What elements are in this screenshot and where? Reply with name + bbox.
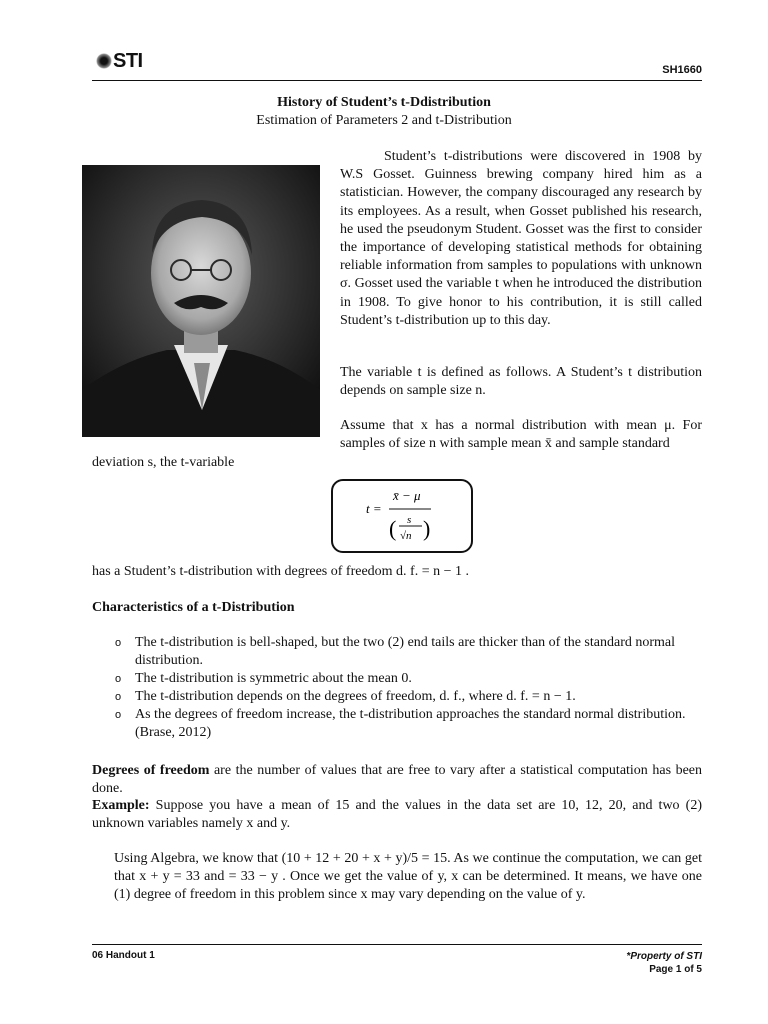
footer-handout: 06 Handout 1 [92,950,155,961]
t-formula-box [331,479,473,553]
inner-numerator: s [407,514,412,526]
dof-term: Degrees of freedom [92,763,210,778]
left-paren: ( [389,516,397,541]
list-item: o As the degrees of freedom increase, the t-distribution approaches the standard normal distribution. (Brase, 2012) [118,706,704,742]
assumption-paragraph: Assume that x has a normal distribution with mean μ. For samples of size n with sample mean x̄ and sample standard [340,418,702,452]
history-paragraph: Student’s t-distributions were discovered in 1908 by W.S Gosset. Guinness brewing company hired him as a statistician. However, the company discouraged any research by its employees. As a result, when Gosset published his research, he used the pseudonym Student. Gosset was the first to consider the importance of developing statistical methods for obtaining reliable information from samples to populations with unknown σ. Gosset used the variable t when he introduced the distribution in 1908. To give honor to his contribution, it is still called Student’s t-distribution up to this day. [340,149,702,328]
assumption-continuation: deviation s, the t-variable [92,455,235,470]
algebra-paragraph: Using Algebra, we know that (10 + 12 + 20 + x + y)/5 = 15. As we continue the computation, we can get that x + y = 33 and = 33 − y . Once we get the value of y, x can be determined. It means, we have one (1) degree of freedom in this problem since x may vary depending on the value of y. [114,851,702,903]
list-item: o The t-distribution is bell-shaped, but the two (2) end tails are thicker than of the standard normal distribution. [118,634,704,670]
example-paragraph [92,797,702,833]
example-text: Suppose you have a mean of 15 and the values in the data set are 10, 12, 20, and two (2) unknown variables namely x and y. [92,798,702,832]
header-rule [92,80,702,81]
footer-rule [92,944,702,945]
example-label: Example: [92,798,150,813]
t-formula [333,481,471,551]
characteristics-heading: Characteristics of a t-Distribution [92,600,295,615]
dof-text: are the number of values that are free to vary after a statistical computation has been done. [92,763,702,797]
dof-definition [92,762,702,798]
characteristics-list [118,634,704,742]
page-title: History of Student’s t-Ddistribution [277,95,491,110]
portrait-image [82,165,320,437]
inner-denominator: √n [400,530,412,542]
sti-logo: STI [96,50,143,73]
formula-numerator: x̄ − μ [393,488,421,503]
list-item: o The t-distribution depends on the degrees of freedom, d. f., where d. f. = n − 1. [118,688,704,706]
logo-burst-icon [96,53,112,69]
right-paren: ) [423,516,431,541]
formula-lhs: t = [366,501,382,516]
footer-page-number: Page 1 of 5 [649,964,702,975]
page-subtitle: Estimation of Parameters 2 and t-Distribution [256,113,512,128]
list-item: o The t-distribution is symmetric about the mean 0. [118,670,704,688]
variable-definition-paragraph: The variable t is defined as follows. A Student’s t distribution depends on sample size n. [340,365,702,399]
gosset-portrait [82,165,320,437]
document-code: SH1660 [662,64,702,76]
footer-property: *Property of STI [626,951,702,962]
degrees-of-freedom-sentence: has a Student’s t-distribution with degrees of freedom d. f. = n − 1 . [92,564,470,579]
footer-right [626,950,702,976]
